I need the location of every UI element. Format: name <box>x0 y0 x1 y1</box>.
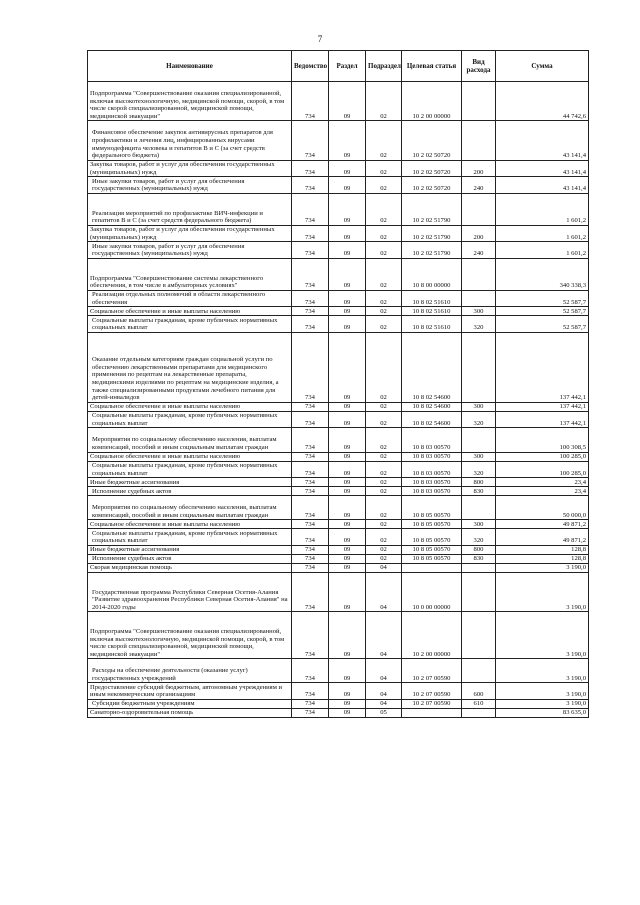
cell-target-article: 10 8 03 00570 <box>402 461 462 478</box>
cell-vedomstvo: 734 <box>292 683 329 700</box>
cell-target-article: 10 8 03 00570 <box>402 428 462 452</box>
cell-expense-type: 600 <box>462 683 496 700</box>
cell-vedomstvo: 734 <box>292 612 329 659</box>
table-row <box>88 316 589 333</box>
cell-podrazdel: 02 <box>366 242 402 259</box>
cell-expense-type: 800 <box>462 545 496 554</box>
cell-name: Финансовое обеспечение закупок антивирусных препаратов для профилактики и лечения лиц, инфицированных вирусами иммунодефицита человека и гепатитов В и С (за счет средств федерального бюджета) <box>88 121 292 160</box>
cell-razdel: 09 <box>329 242 366 259</box>
cell-podrazdel: 02 <box>366 177 402 194</box>
cell-vedomstvo: 734 <box>292 402 329 411</box>
cell-expense-type <box>462 563 496 572</box>
cell-name: Иные бюджетные ассигнования <box>88 545 292 554</box>
cell-podrazdel: 02 <box>366 487 402 496</box>
cell-expense-type: 610 <box>462 700 496 709</box>
cell-podrazdel: 02 <box>366 520 402 529</box>
cell-target-article: 10 2 07 00590 <box>402 700 462 709</box>
cell-razdel: 09 <box>329 487 366 496</box>
cell-razdel: 09 <box>329 659 366 683</box>
cell-podrazdel: 02 <box>366 193 402 225</box>
cell-expense-type: 320 <box>462 316 496 333</box>
cell-expense-type: 200 <box>462 160 496 177</box>
cell-vedomstvo: 734 <box>292 160 329 177</box>
header-sum: Сумма <box>496 51 589 82</box>
table-row <box>88 545 589 554</box>
cell-vedomstvo: 734 <box>292 411 329 428</box>
cell-sum: 43 141,4 <box>496 121 589 160</box>
header-razdel: Раздел <box>329 51 366 82</box>
table-row <box>88 452 589 461</box>
cell-razdel: 09 <box>329 683 366 700</box>
cell-target-article: 10 8 05 00570 <box>402 545 462 554</box>
cell-target-article: 10 8 03 00570 <box>402 452 462 461</box>
cell-expense-type <box>462 612 496 659</box>
table-row <box>88 709 589 718</box>
cell-expense-type <box>462 428 496 452</box>
cell-vedomstvo: 734 <box>292 225 329 242</box>
cell-vedomstvo: 734 <box>292 461 329 478</box>
cell-podrazdel: 04 <box>366 683 402 700</box>
cell-vedomstvo: 734 <box>292 496 329 520</box>
cell-sum: 52 587,7 <box>496 316 589 333</box>
table-row <box>88 193 589 225</box>
cell-sum: 137 442,1 <box>496 411 589 428</box>
cell-razdel: 09 <box>329 402 366 411</box>
cell-name: Реализация отдельных полномочий в области лекарственного обеспечения <box>88 290 292 307</box>
cell-sum: 3 190,0 <box>496 563 589 572</box>
cell-podrazdel: 02 <box>366 411 402 428</box>
cell-podrazdel: 02 <box>366 452 402 461</box>
cell-podrazdel: 02 <box>366 82 402 121</box>
cell-target-article <box>402 709 462 718</box>
cell-name: Мероприятия по социальному обеспечению населения, выплатам компенсаций, пособий и иным социальным выплатам граждан <box>88 496 292 520</box>
table-row <box>88 563 589 572</box>
cell-vedomstvo: 734 <box>292 487 329 496</box>
cell-vedomstvo: 734 <box>292 520 329 529</box>
cell-expense-type: 830 <box>462 487 496 496</box>
cell-razdel: 09 <box>329 572 366 611</box>
cell-target-article: 10 8 03 00570 <box>402 487 462 496</box>
cell-target-article: 10 2 07 00590 <box>402 683 462 700</box>
cell-target-article <box>402 563 462 572</box>
cell-vedomstvo: 734 <box>292 290 329 307</box>
table-row <box>88 428 589 452</box>
cell-name: Исполнение судебных актов <box>88 487 292 496</box>
cell-expense-type <box>462 332 496 402</box>
cell-sum: 3 190,0 <box>496 683 589 700</box>
table-row <box>88 290 589 307</box>
cell-razdel: 09 <box>329 82 366 121</box>
cell-razdel: 09 <box>329 332 366 402</box>
cell-podrazdel: 04 <box>366 572 402 611</box>
cell-target-article: 10 2 02 51790 <box>402 225 462 242</box>
cell-razdel: 09 <box>329 428 366 452</box>
header-podrazdel: Подраздел <box>366 51 402 82</box>
cell-vedomstvo: 734 <box>292 121 329 160</box>
cell-target-article: 10 2 07 00590 <box>402 659 462 683</box>
cell-target-article: 10 8 03 00570 <box>402 478 462 487</box>
cell-expense-type: 300 <box>462 307 496 316</box>
cell-podrazdel: 02 <box>366 225 402 242</box>
table-row <box>88 572 589 611</box>
cell-sum: 3 190,0 <box>496 612 589 659</box>
table-row <box>88 700 589 709</box>
table-row <box>88 177 589 194</box>
cell-target-article: 10 8 02 51610 <box>402 316 462 333</box>
cell-sum: 43 141,4 <box>496 160 589 177</box>
cell-razdel: 09 <box>329 193 366 225</box>
cell-target-article: 10 2 02 50720 <box>402 160 462 177</box>
cell-sum: 340 338,3 <box>496 258 589 290</box>
table-row <box>88 82 589 121</box>
cell-expense-type <box>462 82 496 121</box>
cell-podrazdel: 04 <box>366 612 402 659</box>
cell-expense-type: 320 <box>462 461 496 478</box>
cell-razdel: 09 <box>329 461 366 478</box>
cell-sum: 50 000,0 <box>496 496 589 520</box>
cell-vedomstvo: 734 <box>292 700 329 709</box>
cell-podrazdel: 02 <box>366 316 402 333</box>
cell-target-article: 10 8 05 00570 <box>402 554 462 563</box>
cell-vedomstvo: 734 <box>292 572 329 611</box>
header-target-article: Целевая статья <box>402 51 462 82</box>
cell-podrazdel: 02 <box>366 402 402 411</box>
cell-vedomstvo: 734 <box>292 258 329 290</box>
cell-vedomstvo: 734 <box>292 659 329 683</box>
cell-podrazdel: 02 <box>366 529 402 546</box>
cell-name: Закупка товаров, работ и услуг для обеспечения государственных (муниципальных) нужд <box>88 160 292 177</box>
cell-vedomstvo: 734 <box>292 554 329 563</box>
cell-name: Субсидии бюджетным учреждениям <box>88 700 292 709</box>
cell-podrazdel: 05 <box>366 709 402 718</box>
cell-expense-type <box>462 572 496 611</box>
cell-vedomstvo: 734 <box>292 332 329 402</box>
cell-sum: 128,8 <box>496 554 589 563</box>
cell-vedomstvo: 734 <box>292 452 329 461</box>
cell-sum: 100 285,0 <box>496 452 589 461</box>
cell-razdel: 09 <box>329 307 366 316</box>
cell-name: Социальные выплаты гражданам, кроме публичных нормативных социальных выплат <box>88 316 292 333</box>
cell-sum: 137 442,1 <box>496 402 589 411</box>
cell-razdel: 09 <box>329 612 366 659</box>
cell-razdel: 09 <box>329 554 366 563</box>
cell-expense-type: 830 <box>462 554 496 563</box>
cell-name: Подпрограмма "Совершенствование оказания специализированной, включая высокотехнологичную, медицинской помощи, скорой, в том числе скорой специализированной, медицинской помощи, медицинской эвакуации" <box>88 612 292 659</box>
cell-name: Реализация мероприятий по профилактике ВИЧ-инфекции и гепатитов В и С (за счет средств федерального бюджета) <box>88 193 292 225</box>
cell-target-article: 10 2 02 51790 <box>402 242 462 259</box>
cell-vedomstvo: 734 <box>292 316 329 333</box>
page-number: 7 <box>317 34 323 44</box>
table-row <box>88 496 589 520</box>
table-row <box>88 411 589 428</box>
table-row <box>88 121 589 160</box>
cell-target-article: 10 0 00 00000 <box>402 572 462 611</box>
cell-expense-type: 300 <box>462 402 496 411</box>
cell-sum: 49 871,2 <box>496 529 589 546</box>
header-expense-type: Вид расхода <box>462 51 496 82</box>
cell-name: Социальные выплаты гражданам, кроме публичных нормативных социальных выплат <box>88 461 292 478</box>
cell-vedomstvo: 734 <box>292 563 329 572</box>
cell-expense-type <box>462 659 496 683</box>
table-row <box>88 332 589 402</box>
cell-sum: 49 871,2 <box>496 520 589 529</box>
cell-vedomstvo: 734 <box>292 545 329 554</box>
cell-podrazdel: 04 <box>366 659 402 683</box>
cell-expense-type <box>462 121 496 160</box>
cell-name: Социальное обеспечение и иные выплаты населению <box>88 520 292 529</box>
cell-razdel: 09 <box>329 496 366 520</box>
cell-sum: 3 190,0 <box>496 659 589 683</box>
header-name: Наименование <box>88 51 292 82</box>
cell-vedomstvo: 734 <box>292 82 329 121</box>
header-vedomstvo: Ведомство <box>292 51 329 82</box>
cell-target-article: 10 8 02 54600 <box>402 411 462 428</box>
cell-sum: 3 190,0 <box>496 572 589 611</box>
cell-expense-type <box>462 496 496 520</box>
cell-vedomstvo: 734 <box>292 177 329 194</box>
cell-sum: 1 601,2 <box>496 193 589 225</box>
table-row <box>88 659 589 683</box>
cell-podrazdel: 04 <box>366 700 402 709</box>
cell-name: Социальные выплаты гражданам, кроме публичных нормативных социальных выплат <box>88 529 292 546</box>
table-row <box>88 225 589 242</box>
cell-name: Социальное обеспечение и иные выплаты населению <box>88 402 292 411</box>
cell-name: Иные закупки товаров, работ и услуг для обеспечения государственных (муниципальных) нужд <box>88 242 292 259</box>
cell-razdel: 09 <box>329 121 366 160</box>
cell-target-article: 10 8 05 00570 <box>402 520 462 529</box>
cell-expense-type <box>462 290 496 307</box>
cell-vedomstvo: 734 <box>292 478 329 487</box>
table-header-row <box>88 51 589 82</box>
cell-expense-type: 320 <box>462 411 496 428</box>
cell-expense-type <box>462 258 496 290</box>
cell-razdel: 09 <box>329 290 366 307</box>
cell-razdel: 09 <box>329 225 366 242</box>
cell-razdel: 09 <box>329 258 366 290</box>
cell-expense-type: 240 <box>462 242 496 259</box>
cell-target-article: 10 8 02 54600 <box>402 402 462 411</box>
cell-podrazdel: 02 <box>366 258 402 290</box>
cell-sum: 23,4 <box>496 487 589 496</box>
cell-podrazdel: 02 <box>366 478 402 487</box>
table-row <box>88 554 589 563</box>
table-row <box>88 612 589 659</box>
cell-target-article: 10 8 05 00570 <box>402 496 462 520</box>
cell-razdel: 09 <box>329 709 366 718</box>
cell-name: Подпрограмма "Совершенствование оказания специализированной, включая высокотехнологичную, медицинской помощи, скорой, в том числе скорой специализированной, медицинской помощи, медицинской эвакуации" <box>88 82 292 121</box>
cell-vedomstvo: 734 <box>292 428 329 452</box>
cell-razdel: 09 <box>329 177 366 194</box>
cell-target-article: 10 2 02 50720 <box>402 121 462 160</box>
cell-target-article: 10 2 00 00000 <box>402 612 462 659</box>
cell-podrazdel: 02 <box>366 545 402 554</box>
cell-sum: 52 587,7 <box>496 307 589 316</box>
cell-podrazdel: 02 <box>366 160 402 177</box>
cell-name: Социальные выплаты гражданам, кроме публичных нормативных социальных выплат <box>88 411 292 428</box>
cell-expense-type: 800 <box>462 478 496 487</box>
cell-name: Иные бюджетные ассигнования <box>88 478 292 487</box>
cell-name: Закупка товаров, работ и услуг для обеспечения государственных (муниципальных) нужд <box>88 225 292 242</box>
table-row <box>88 307 589 316</box>
cell-expense-type <box>462 709 496 718</box>
cell-name: Государственная программа Республики Северная Осетия-Алания "Развитие здравоохранения Республики Северная Осетия-Алания" на 2014-2020 годы <box>88 572 292 611</box>
cell-sum: 23,4 <box>496 478 589 487</box>
cell-sum: 1 601,2 <box>496 242 589 259</box>
table-row <box>88 478 589 487</box>
cell-expense-type <box>462 193 496 225</box>
cell-podrazdel: 02 <box>366 332 402 402</box>
cell-podrazdel: 02 <box>366 554 402 563</box>
cell-razdel: 09 <box>329 316 366 333</box>
cell-name: Исполнение судебных актов <box>88 554 292 563</box>
cell-razdel: 09 <box>329 563 366 572</box>
cell-sum: 43 141,4 <box>496 177 589 194</box>
cell-razdel: 09 <box>329 411 366 428</box>
cell-razdel: 09 <box>329 478 366 487</box>
cell-target-article: 10 8 05 00570 <box>402 529 462 546</box>
cell-vedomstvo: 734 <box>292 529 329 546</box>
cell-expense-type: 300 <box>462 452 496 461</box>
cell-name: Расходы на обеспечение деятельности (оказание услуг) государственных учреждений <box>88 659 292 683</box>
table-row <box>88 520 589 529</box>
cell-target-article: 10 2 02 50720 <box>402 177 462 194</box>
table-row <box>88 487 589 496</box>
cell-podrazdel: 02 <box>366 290 402 307</box>
cell-target-article: 10 8 02 51610 <box>402 307 462 316</box>
cell-name: Социальное обеспечение и иные выплаты населению <box>88 307 292 316</box>
cell-expense-type: 240 <box>462 177 496 194</box>
cell-podrazdel: 02 <box>366 307 402 316</box>
cell-sum: 100 308,5 <box>496 428 589 452</box>
cell-sum: 83 635,0 <box>496 709 589 718</box>
table-row <box>88 529 589 546</box>
table-row <box>88 461 589 478</box>
cell-vedomstvo: 734 <box>292 709 329 718</box>
cell-name: Подпрограмма "Совершенствование системы лекарственного обеспечения, в том числе в амбулаторных условиях" <box>88 258 292 290</box>
cell-podrazdel: 02 <box>366 428 402 452</box>
cell-target-article: 10 8 00 00000 <box>402 258 462 290</box>
table-row <box>88 258 589 290</box>
table-row <box>88 683 589 700</box>
cell-razdel: 09 <box>329 452 366 461</box>
cell-target-article: 10 2 00 00000 <box>402 82 462 121</box>
cell-razdel: 09 <box>329 545 366 554</box>
cell-vedomstvo: 734 <box>292 242 329 259</box>
cell-razdel: 09 <box>329 160 366 177</box>
table-row <box>88 160 589 177</box>
cell-expense-type: 200 <box>462 225 496 242</box>
cell-vedomstvo: 734 <box>292 307 329 316</box>
cell-sum: 128,8 <box>496 545 589 554</box>
cell-name: Мероприятия по социальному обеспечению населения, выплатам компенсаций, пособий и иным социальным выплатам граждан <box>88 428 292 452</box>
cell-expense-type: 320 <box>462 529 496 546</box>
table-row <box>88 242 589 259</box>
cell-target-article: 10 2 02 51790 <box>402 193 462 225</box>
cell-name: Санаторно-оздоровительная помощь <box>88 709 292 718</box>
cell-expense-type: 300 <box>462 520 496 529</box>
cell-sum: 1 601,2 <box>496 225 589 242</box>
cell-razdel: 09 <box>329 529 366 546</box>
cell-sum: 3 190,0 <box>496 700 589 709</box>
cell-podrazdel: 02 <box>366 496 402 520</box>
cell-name: Социальное обеспечение и иные выплаты населению <box>88 452 292 461</box>
cell-razdel: 09 <box>329 520 366 529</box>
cell-name: Предоставление субсидий бюджетным, автономным учреждениям и иным некоммерческим организациям <box>88 683 292 700</box>
cell-razdel: 09 <box>329 700 366 709</box>
cell-podrazdel: 02 <box>366 461 402 478</box>
cell-sum: 100 285,0 <box>496 461 589 478</box>
cell-sum: 44 742,6 <box>496 82 589 121</box>
cell-podrazdel: 02 <box>366 121 402 160</box>
cell-vedomstvo: 734 <box>292 193 329 225</box>
cell-name: Скорая медицинская помощь <box>88 563 292 572</box>
cell-name: Оказание отдельным категориям граждан социальной услуги по обеспечению лекарственными препаратами для медицинского применения по рецептам на лекарственные препараты, медицинскими изделиями по рецептам на медицинские изделия, а также специализированными продуктами лечебного питания для детей-инвалидов <box>88 332 292 402</box>
cell-target-article: 10 8 02 51610 <box>402 290 462 307</box>
cell-sum: 137 442,1 <box>496 332 589 402</box>
cell-podrazdel: 04 <box>366 563 402 572</box>
cell-name: Иные закупки товаров, работ и услуг для обеспечения государственных (муниципальных) нужд <box>88 177 292 194</box>
budget-table <box>87 50 589 718</box>
table-row <box>88 402 589 411</box>
cell-target-article: 10 8 02 54600 <box>402 332 462 402</box>
cell-sum: 52 587,7 <box>496 290 589 307</box>
